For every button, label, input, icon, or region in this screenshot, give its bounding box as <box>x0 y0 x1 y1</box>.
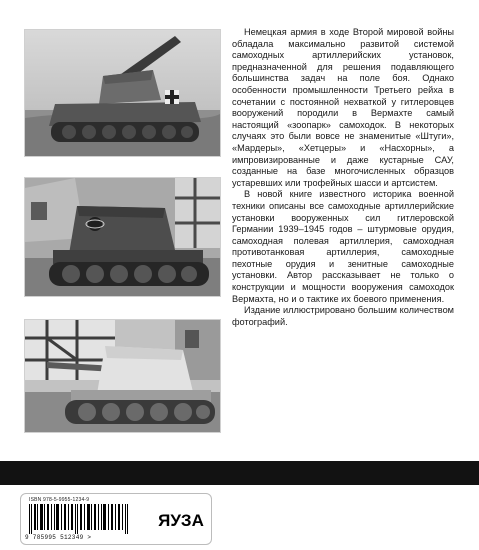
description-paragraph: Немецкая армия в ходе Второй мировой войны обладала максимально развитой системой самоходных артиллерийских установок, предназначенной для решения подавляющего большинства задач на поле боя. Однако особенности промышленности Третьего рейха в сочетании с постоянной нехваткой у гитлеровцев вооружений породили в Вермахте самый настоящий «зоопарк» самоходок. В некоторых случаях это были вовсе не знаменитые «Штуги», «Мардеры», «Хетцеры» и «Насхорны», а импровизированные и даже кустарные САУ, созданные на базе многочисленных образцов устаревших или трофейных шасси и артсистем. <box>232 27 454 188</box>
self-propelled-howitzer-photo <box>25 30 220 156</box>
black-band <box>0 461 479 485</box>
book-description <box>232 27 454 328</box>
description-paragraph: В новой книге известного историка военной техники описаны все самоходные артиллерийские установки вооруженных сил гитлеровской Германии 1939–1945 годов – штурмовые орудия, самоходная полевая артиллерия, самоходная противотанковая артиллерия, самоходные пехотные орудия и зенитные самоходные установки. Автор рассказывает не только о конструкции и мощности вооружения самоходок Вермахта, но и о тактике их боевого применения. <box>232 189 454 304</box>
sturmtiger-photo <box>25 178 220 296</box>
isbn-label: ISBN 978-5-9955-1234-9 <box>29 497 90 503</box>
description-paragraph: Издание иллюстрировано большим количеством фотографий. <box>232 305 454 327</box>
barcode-panel <box>20 493 212 545</box>
publisher-logo <box>156 504 206 534</box>
barcode-digits: 9 785995 512349 > <box>25 534 92 541</box>
publisher-logo-text: ЯУЗА <box>158 511 204 530</box>
jagdtiger-photo <box>25 320 220 432</box>
barcode-icon <box>29 504 129 534</box>
